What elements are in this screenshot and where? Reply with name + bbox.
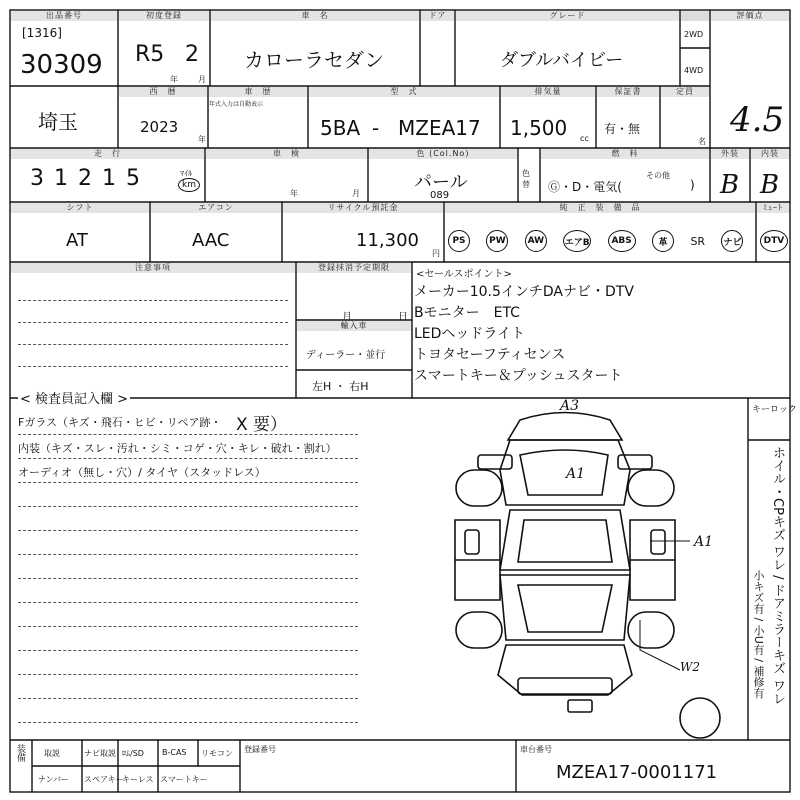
label-capacity: 定員 (661, 87, 709, 97)
mileage-digit: 3 (30, 166, 44, 191)
unit-month-4: 月 (342, 312, 352, 323)
inspector-fglass: Fガラス（キズ・飛石・ヒビ・リペア跡・ (18, 416, 222, 429)
warranty-value: 有・無 (604, 122, 641, 136)
color-name: パール (414, 172, 468, 193)
mileage-digits (30, 166, 140, 191)
dealer-option: ディーラー・並行 (306, 350, 386, 361)
unit-year-3: 年 (290, 189, 298, 198)
label-import: 輸入車 (297, 321, 411, 331)
label-mute: ﾐｭｰﾄ (757, 203, 789, 213)
model-dash: - (372, 116, 380, 140)
bottom-item: ナビ取説 (84, 749, 116, 758)
sale-points (414, 282, 634, 387)
label-key-lock: キーロック (752, 405, 797, 415)
lot-number: 30309 (20, 50, 103, 80)
label-model: 型 式 (309, 87, 499, 97)
equip-airbag: エアB (563, 230, 591, 252)
damage-mark-a1-side: A1 (694, 534, 714, 550)
label-displacement: 排気量 (501, 87, 595, 97)
recycle-value: 11,300 (356, 230, 419, 251)
unit-year-2: 年 (198, 135, 206, 144)
damage-mark-a1-front: A1 (566, 466, 586, 482)
sale-point: メーカー10.5インチDAナビ・DTV (414, 284, 634, 300)
equipment-list (448, 230, 788, 252)
unit-month-3: 月 (352, 189, 360, 198)
car-diagram (455, 413, 720, 739)
label-recycle: リサイクル預託金 (283, 203, 443, 213)
label-grade: グレード (456, 11, 679, 21)
label-reg-doc: 登録抹消予定期限 (297, 263, 411, 273)
bottom-left-label: 装備 (15, 744, 25, 762)
model-year: 2023 (140, 118, 179, 136)
label-model-year: 西 暦 (119, 87, 207, 97)
label-color: 色 (Col.No) (369, 149, 517, 159)
label-interior: 内装 (751, 149, 789, 159)
car-name: カローラセダン (244, 48, 385, 72)
equip-abs: ABS (608, 230, 636, 252)
fuel-options: Ⓖ・D・電気( (548, 180, 622, 194)
inspector-interior: 内装（キズ・スレ・汚れ・シミ・コゲ・穴・キレ・破れ・割れ） (18, 442, 337, 455)
color-code: 089 (430, 190, 450, 201)
bottom-item: スペアキー (84, 775, 124, 784)
label-first-reg: 初度登録 (119, 11, 209, 21)
label-color-change: 色替 (522, 169, 530, 189)
label-score: 評価点 (711, 11, 789, 21)
equip-pw: PW (486, 230, 508, 252)
label-reg-number: 登録番号 (244, 745, 276, 754)
mileage-digit: 5 (126, 166, 140, 191)
unit-day: 日 (398, 312, 408, 323)
label-lot: 出品番号 (11, 11, 117, 21)
region: 埼玉 (38, 110, 78, 134)
unit-mei: 名 (698, 137, 706, 146)
side-note-2: 小キズ有 / 小U有 / 補修有 (752, 570, 765, 699)
label-caution: 注意事項 (11, 263, 295, 273)
unit-year: 年 (170, 75, 178, 84)
unit-yen: 円 (432, 249, 440, 258)
label-mileage: 走 行 (11, 149, 204, 159)
equip-dtv: DTV (760, 230, 788, 252)
label-inspection: 車 検 (206, 149, 367, 159)
label-fuel: 燃 料 (541, 149, 709, 159)
label-exterior: 外装 (711, 149, 749, 159)
km-unit: km (178, 178, 200, 192)
aircon-value: AAC (192, 230, 230, 251)
displacement: 1,500 (510, 116, 568, 140)
exterior-grade: B (720, 170, 740, 200)
label-history: 車 歴 (209, 87, 307, 97)
first-reg-era: R5 (135, 42, 165, 67)
side-note: ホイル・CPキズ ワレ / ドアミラーキズ ワレ (770, 446, 785, 705)
bottom-item: ナンバー (38, 775, 70, 784)
equip-aw: AW (525, 230, 547, 252)
inspector-audio: オーディオ（無し・穴）/ タイヤ（スタッドレス） (18, 466, 266, 479)
label-door: ドア (421, 11, 454, 21)
equip-ps: PS (448, 230, 470, 252)
label-shift: シフト (11, 203, 149, 213)
score-value: 4.5 (730, 100, 785, 140)
shift-value: AT (66, 230, 88, 251)
label-sale-points: <セールスポイント> (416, 269, 512, 280)
fuel-other: その他 (646, 171, 670, 180)
model-prefix: 5BA (320, 116, 361, 140)
damage-mark-a3: A3 (560, 398, 580, 414)
first-reg-month: 2 (185, 42, 199, 67)
unit-cc: cc (580, 134, 589, 143)
equip-sr: SR (690, 234, 706, 248)
label-chassis: 車台番号 (520, 745, 552, 754)
bottom-item: 取説 (44, 749, 60, 758)
grade: ダブルバイビー (500, 50, 624, 71)
label-car-name: 車 名 (211, 11, 419, 21)
label-2wd: 2WD (684, 30, 704, 39)
handle-option: 左H ・ 右H (312, 380, 369, 393)
interior-grade: B (760, 170, 780, 200)
mile-unit: ﾏｲﾙ (180, 169, 192, 178)
label-equipment: 純 正 装 備 品 (445, 203, 755, 213)
label-4wd: 4WD (684, 66, 704, 75)
label-warranty: 保証書 (597, 87, 659, 97)
damage-mark-w2: W2 (680, 660, 700, 674)
chassis-number: MZEA17-0001171 (556, 762, 718, 783)
bottom-item: ﾛﾑ/SD (122, 749, 144, 758)
sale-point: Bモニター ETC (414, 305, 520, 321)
model-code: MZEA17 (398, 116, 481, 140)
bottom-item: キーレス (122, 775, 154, 784)
inspector-fglass-x: X 要） (236, 415, 288, 435)
equip-leather: 革 (652, 230, 674, 252)
sale-point: トヨタセーフティセンス (414, 347, 566, 363)
unit-month: 月 (198, 75, 206, 84)
first-reg-note: 年式入力は自動表示 (209, 101, 264, 108)
fuel-close: ) (690, 178, 695, 192)
bottom-item: B-CAS (162, 748, 187, 757)
mileage-digit: 1 (54, 166, 68, 191)
mileage-digit: 1 (102, 166, 116, 191)
label-inspector: < 検査員記入欄 > (18, 388, 130, 407)
sale-point: スマートキー＆プッシュスタート (414, 368, 623, 384)
sale-point: LEDヘッドライト (414, 326, 526, 342)
label-aircon: エアコン (151, 203, 281, 213)
mileage-digit: 2 (78, 166, 92, 191)
bottom-item: リモコン (201, 749, 233, 758)
bottom-item: スマートキー (160, 775, 208, 784)
equip-navi: ナビ (721, 230, 743, 252)
lot-sub: [1316] (22, 26, 62, 40)
